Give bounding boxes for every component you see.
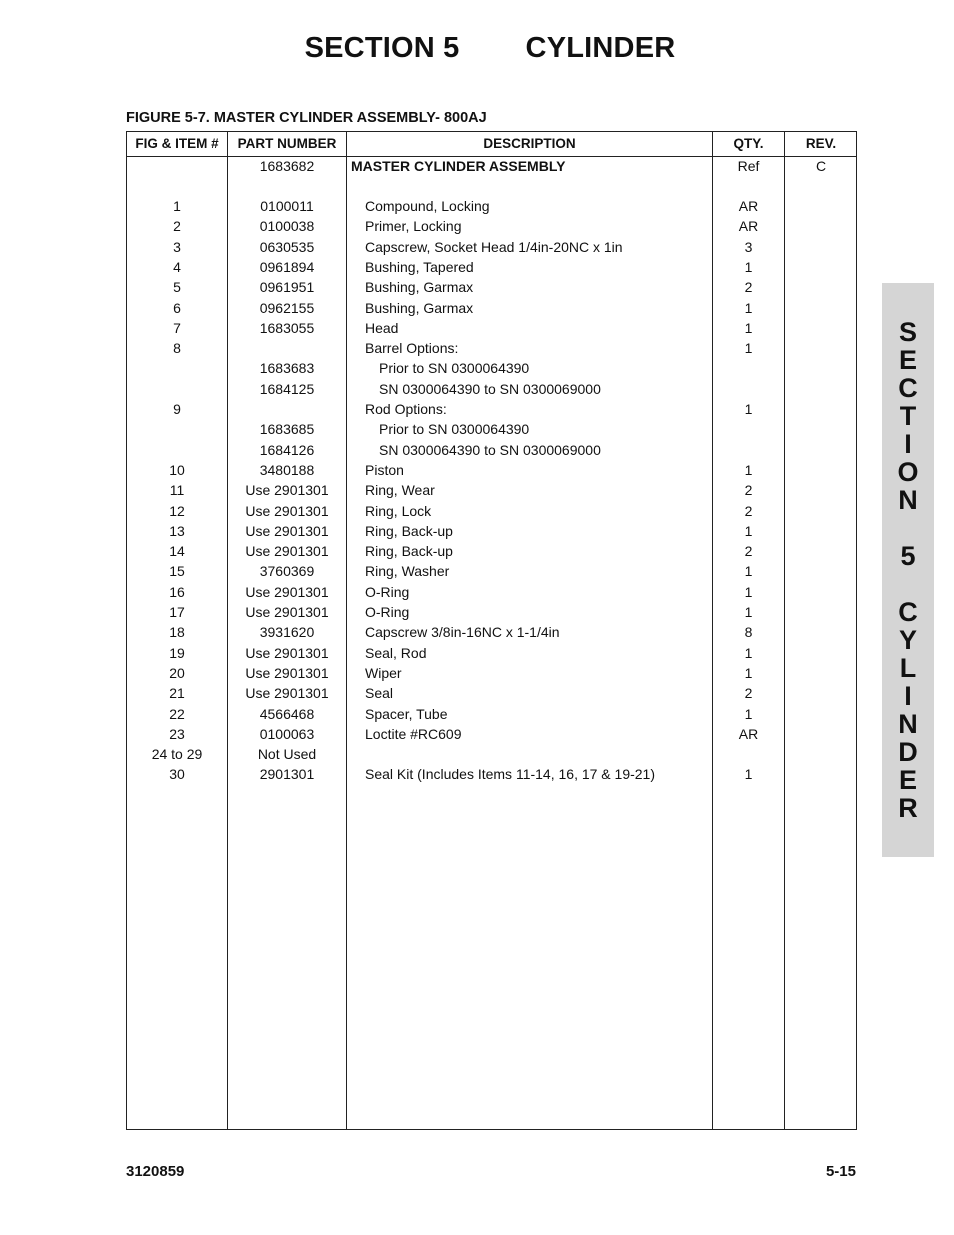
part-number-cell: 3480188 — [259, 461, 315, 478]
item-number-cell: 22 — [169, 705, 185, 722]
side-tab-letter: C — [898, 597, 918, 627]
item-number-cell — [127, 358, 227, 378]
revision-cell — [785, 318, 857, 338]
revision-cell — [785, 521, 857, 541]
revision-cell — [785, 338, 857, 358]
part-number-cell: 1684126 — [259, 441, 315, 458]
side-tab-letter: I — [904, 681, 912, 711]
description-cell: Seal, Rod — [365, 644, 427, 661]
item-number-cell: 2 — [173, 218, 181, 235]
description-cell: Ring, Wear — [365, 482, 435, 499]
part-number-cell: Use 2901301 — [245, 543, 329, 560]
quantity-cell: 1 — [744, 340, 753, 357]
table-row — [127, 643, 856, 663]
revision-cell — [785, 196, 857, 216]
part-number-cell: 3931620 — [259, 624, 315, 641]
quantity-cell — [713, 358, 784, 378]
page-title — [0, 32, 954, 65]
part-number-cell: 1683685 — [259, 421, 315, 438]
part-number-cell: Use 2901301 — [245, 502, 329, 519]
side-tab-letter: N — [898, 709, 918, 739]
description-cell: Bushing, Garmax — [365, 279, 474, 296]
quantity-cell: 1 — [744, 563, 753, 580]
table-row — [127, 358, 856, 378]
description-cell: Prior to SN 0300064390 — [379, 421, 530, 438]
item-number-cell: 18 — [169, 624, 185, 641]
table-row — [127, 744, 856, 764]
revision-cell — [785, 501, 857, 521]
quantity-cell: 1 — [744, 319, 753, 336]
side-tab-letter: R — [898, 793, 918, 823]
item-number-cell: 17 — [169, 604, 185, 620]
quantity-cell: AR — [738, 218, 759, 235]
description-cell: Primer, Locking — [365, 218, 462, 235]
side-tab-letter: S — [898, 317, 917, 347]
revision-cell — [785, 358, 857, 378]
table-row — [127, 480, 856, 500]
quantity-cell: Ref — [737, 158, 760, 174]
item-number-cell: 13 — [169, 522, 185, 539]
description-cell: Wiper — [365, 664, 402, 681]
table-row — [127, 683, 856, 703]
table-row — [127, 440, 856, 460]
item-number-cell: 24 to 29 — [151, 746, 203, 763]
part-number-cell: 2901301 — [259, 766, 315, 783]
part-number-cell: 0100038 — [259, 218, 315, 235]
description-cell: Ring, Back-up — [365, 522, 453, 539]
quantity-cell: 2 — [744, 502, 753, 519]
description-cell: Seal — [365, 685, 394, 702]
revision-cell — [785, 561, 857, 581]
item-number-cell — [127, 440, 227, 460]
quantity-cell: 1 — [744, 705, 753, 722]
revision-cell — [785, 440, 857, 460]
description-cell — [365, 744, 725, 764]
revision-cell — [785, 460, 857, 480]
part-number-cell: Use 2901301 — [245, 583, 329, 600]
table-row — [127, 318, 856, 338]
table-row — [127, 501, 856, 521]
revision-cell — [785, 379, 857, 399]
table-row — [127, 460, 856, 480]
side-tab-letter: Y — [898, 625, 917, 655]
side-tab-letter: 5 — [900, 541, 916, 571]
description-cell: Capscrew 3/8in-16NC x 1-1/4in — [365, 624, 560, 641]
quantity-cell: 1 — [744, 522, 753, 539]
item-number-cell — [127, 156, 227, 176]
page-number: 5-15 — [825, 1163, 856, 1180]
section-side-tab — [882, 283, 934, 857]
part-number-cell: Use 2901301 — [245, 482, 329, 499]
part-number-cell: 1683682 — [259, 158, 315, 174]
table-row — [127, 582, 856, 602]
quantity-cell: 1 — [744, 644, 753, 661]
part-number-cell: 0630535 — [259, 238, 315, 255]
item-number-cell: 30 — [169, 766, 185, 783]
revision-cell — [785, 257, 857, 277]
item-number-cell: 10 — [169, 461, 185, 478]
parts-table — [126, 131, 857, 1130]
revision-cell — [785, 541, 857, 561]
part-number-cell: Not Used — [257, 746, 317, 763]
table-row — [127, 298, 856, 318]
quantity-cell: 2 — [744, 685, 753, 702]
item-number-cell: 7 — [173, 319, 181, 336]
table-row — [127, 663, 856, 683]
part-number-cell: 1683683 — [259, 360, 315, 377]
side-tab-letter: L — [899, 653, 917, 683]
description-cell: Seal Kit (Includes Items 11-14, 16, 17 & 19-21) — [365, 766, 656, 783]
part-number-cell: 1683055 — [259, 319, 315, 336]
quantity-cell: 1 — [744, 401, 753, 417]
quantity-cell: 1 — [744, 604, 753, 620]
description-cell: Piston — [365, 461, 404, 478]
part-number-cell: 0961951 — [259, 279, 315, 296]
description-cell: Bushing, Tapered — [365, 258, 474, 275]
table-row — [127, 399, 856, 419]
quantity-cell — [713, 379, 784, 399]
table-row — [127, 764, 856, 784]
description-cell: Ring, Washer — [365, 563, 450, 580]
item-number-cell — [127, 379, 227, 399]
revision-cell — [785, 602, 857, 622]
part-number-cell: 0962155 — [259, 299, 315, 316]
table-row — [127, 419, 856, 439]
part-number-cell: Use 2901301 — [245, 685, 329, 702]
item-number-cell: 11 — [169, 482, 185, 499]
table-row — [127, 541, 856, 561]
part-number-cell: Use 2901301 — [245, 664, 329, 681]
quantity-cell: 1 — [744, 583, 753, 600]
revision-cell — [785, 480, 857, 500]
description-cell: Ring, Back-up — [365, 543, 453, 560]
revision-cell — [785, 724, 857, 744]
item-number-cell: 8 — [173, 340, 181, 357]
revision-cell — [785, 663, 857, 683]
revision-cell — [785, 643, 857, 663]
description-cell: Loctite #RC609 — [365, 725, 462, 742]
quantity-cell: AR — [738, 198, 759, 214]
revision-cell — [785, 419, 857, 439]
part-number-cell: 0961894 — [259, 258, 315, 275]
quantity-cell: 2 — [744, 482, 753, 499]
item-number-cell — [127, 419, 227, 439]
column-header-qty: QTY. — [733, 136, 764, 151]
quantity-cell — [713, 440, 784, 460]
table-row — [127, 237, 856, 257]
part-number-cell: 0100063 — [259, 725, 315, 742]
revision-cell — [785, 683, 857, 703]
part-number-cell: 3760369 — [259, 563, 315, 580]
description-cell: Prior to SN 0300064390 — [379, 360, 530, 377]
part-number-cell: Use 2901301 — [245, 644, 329, 661]
revision-cell — [785, 277, 857, 297]
part-number-cell: Use 2901301 — [245, 604, 329, 620]
quantity-cell: 1 — [744, 299, 753, 316]
description-cell: SN 0300064390 to SN 0300069000 — [379, 441, 601, 458]
side-tab-letter: D — [898, 737, 918, 767]
side-tab-letter: C — [898, 373, 918, 403]
table-row — [127, 561, 856, 581]
table-row — [127, 724, 856, 744]
quantity-cell — [713, 744, 784, 764]
side-tab-letter: N — [898, 485, 918, 515]
column-header-description: DESCRIPTION — [483, 136, 576, 151]
item-number-cell: 3 — [173, 238, 181, 255]
description-cell: Ring, Lock — [365, 502, 432, 519]
table-row — [127, 338, 856, 358]
section-name: CYLINDER — [525, 32, 676, 64]
item-number-cell: 9 — [173, 401, 181, 417]
quantity-cell: 2 — [744, 279, 753, 296]
table-row — [127, 521, 856, 541]
document-number: 3120859 — [126, 1163, 185, 1180]
column-header-part-number: PART NUMBER — [237, 136, 337, 151]
item-number-cell: 12 — [169, 502, 185, 519]
table-row — [127, 277, 856, 297]
quantity-cell: 1 — [744, 766, 753, 783]
item-number-cell: 23 — [169, 725, 185, 742]
item-number-cell: 4 — [173, 258, 181, 275]
description-cell: Capscrew, Socket Head 1/4in-20NC x 1in — [365, 238, 623, 255]
description-cell: SN 0300064390 to SN 0300069000 — [379, 380, 601, 397]
column-header-rev: REV. — [805, 136, 837, 151]
side-tab-letter: O — [897, 457, 919, 487]
quantity-cell: 8 — [744, 624, 753, 641]
item-number-cell: 5 — [173, 279, 181, 296]
revision-cell — [785, 216, 857, 236]
side-tab-letter: E — [898, 765, 917, 795]
part-number-cell: Use 2901301 — [245, 522, 329, 539]
quantity-cell: AR — [738, 725, 759, 742]
quantity-cell: 1 — [744, 258, 753, 275]
table-row — [127, 196, 856, 216]
item-number-cell: 16 — [169, 583, 185, 600]
description-cell: MASTER CYLINDER ASSEMBLY — [351, 158, 566, 174]
revision-cell — [785, 764, 857, 784]
quantity-cell — [713, 419, 784, 439]
part-number-cell — [228, 399, 346, 419]
item-number-cell: 20 — [169, 664, 185, 681]
side-tab-letter: T — [899, 401, 917, 431]
table-row — [127, 622, 856, 642]
revision-cell: C — [815, 158, 827, 174]
table-row — [127, 602, 856, 622]
description-cell: O-Ring — [365, 604, 410, 620]
description-cell: Spacer, Tube — [365, 705, 448, 722]
item-number-cell: 6 — [173, 299, 181, 316]
side-tab-letter: E — [898, 345, 917, 375]
item-number-cell: 14 — [169, 543, 185, 560]
part-number-cell: 0100011 — [260, 198, 314, 214]
description-cell: Compound, Locking — [365, 198, 490, 214]
table-row — [127, 257, 856, 277]
revision-cell — [785, 622, 857, 642]
item-number-cell: 1 — [173, 198, 181, 214]
part-number-cell: 1684125 — [259, 380, 315, 397]
description-cell: Head — [365, 319, 399, 336]
description-cell: O-Ring — [365, 583, 410, 600]
part-number-cell: 4566468 — [259, 705, 315, 722]
table-row — [127, 379, 856, 399]
revision-cell — [785, 399, 857, 419]
figure-title: FIGURE 5-7. MASTER CYLINDER ASSEMBLY- 800AJ — [126, 110, 487, 126]
table-row — [127, 704, 856, 724]
revision-cell — [785, 744, 857, 764]
item-number-cell: 19 — [169, 644, 185, 661]
side-tab-letter: I — [904, 429, 912, 459]
description-cell: Barrel Options: — [365, 340, 459, 357]
table-row — [127, 156, 856, 176]
section-label: SECTION 5 — [304, 32, 460, 64]
revision-cell — [785, 582, 857, 602]
part-number-cell — [228, 338, 346, 358]
quantity-cell: 2 — [744, 543, 753, 560]
quantity-cell: 1 — [744, 461, 753, 478]
item-number-cell: 15 — [169, 563, 185, 580]
description-cell: Bushing, Garmax — [365, 299, 474, 316]
quantity-cell: 3 — [744, 238, 753, 255]
revision-cell — [785, 704, 857, 724]
quantity-cell: 1 — [744, 664, 753, 681]
description-cell: Rod Options: — [365, 401, 447, 417]
column-header-item: FIG & ITEM # — [135, 136, 219, 151]
table-row — [127, 216, 856, 236]
item-number-cell: 21 — [169, 685, 185, 702]
revision-cell — [785, 237, 857, 257]
revision-cell — [785, 298, 857, 318]
